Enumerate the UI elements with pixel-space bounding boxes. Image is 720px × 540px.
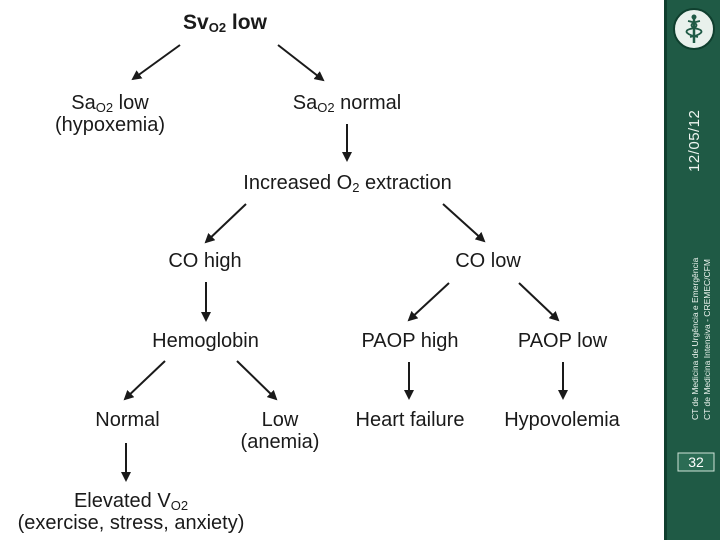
arrow-hemoglobin-to-low [237,361,276,399]
org-line-2: CT de Medicina Intensiva - CREMEC/CFM [702,259,712,420]
org-line-1: CT de Medicina de Urgência e Emergência [690,257,700,420]
arrow-co-low-to-paop-low [519,283,558,320]
node-sao2-normal: $Sa_{O2}$ normal [292,92,402,115]
arrow-co-low-to-paop-high [409,283,449,320]
node-heart-failure: Heart failure [355,409,465,431]
node-paop-low: PAOP low [517,330,608,352]
node-co-high: CO high [168,250,242,272]
node-paop-high: PAOP high [361,330,459,352]
page-number: 32 [688,454,704,470]
arrow-root-to-sao2-normal [278,45,323,80]
node-hypovolemia: Hypovolemia [504,409,620,431]
arrow-root-to-sao2-low [133,45,180,79]
node-co-low: CO low [455,250,521,272]
node-sao2-low: $Sa_{O2}$ low (hypoxemia) [54,92,166,136]
node-elevated-vo2: Elevated $V_{O2}$ (exercise, stress, anxiety) [17,490,245,534]
node-svo2-low: $Sv_{O2}$ low [183,11,267,35]
arrow-increased-to-co-high [206,204,246,242]
node-normal: Normal [95,409,160,431]
node-increased-o2-extraction: Increased $O_2$ extraction [243,172,452,195]
caduceus-icon [673,8,715,50]
node-low-anemia: Low (anemia) [240,409,320,453]
arrow-hemoglobin-to-normal [125,361,165,399]
node-hemoglobin: Hemoglobin [152,330,259,352]
arrow-increased-to-co-low [443,204,484,241]
slide-date: 12/05/12 [686,109,703,172]
